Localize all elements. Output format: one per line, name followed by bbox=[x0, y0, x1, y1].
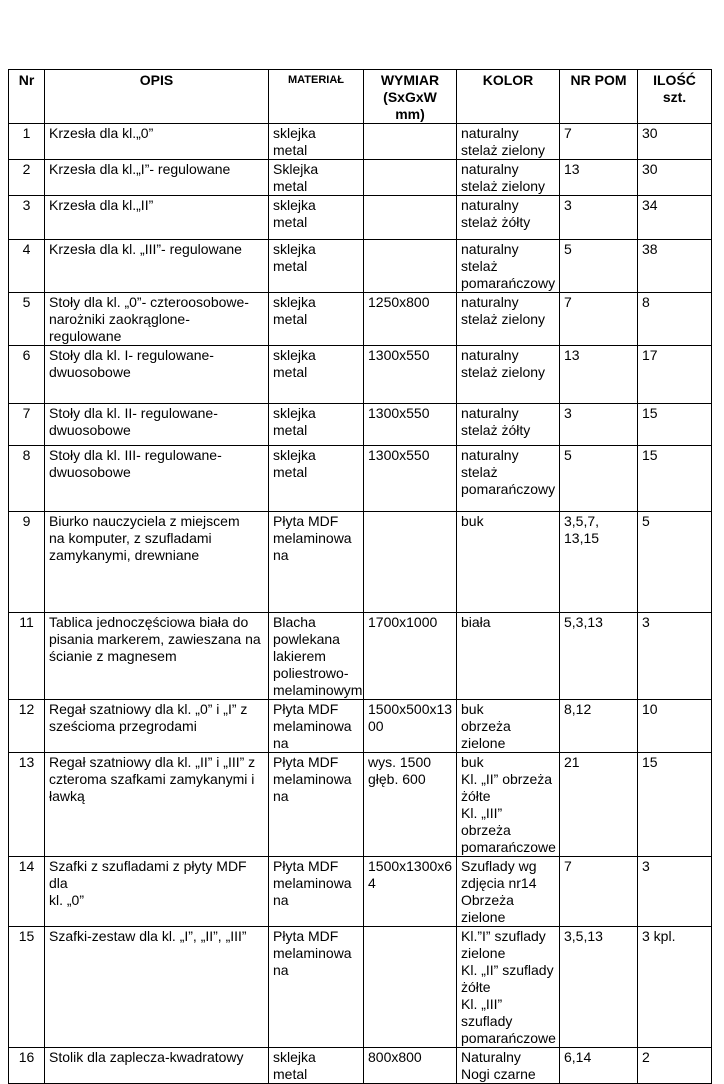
cell-kolor: naturalny stelaż pomarańczowy bbox=[457, 240, 560, 293]
cell-material: sklejka metal bbox=[269, 240, 364, 293]
cell-opis: Regał szatniowy dla kl. „II” i „III” z czteroma szafkami zamykanymi i ławką bbox=[45, 753, 269, 857]
cell-wymiar bbox=[364, 160, 457, 196]
cell-ilosc: 15 bbox=[638, 404, 712, 446]
cell-kolor: buk Kl. „II” obrzeża żółte Kl. „III” obrzeża pomarańczowe bbox=[457, 753, 560, 857]
table-row bbox=[9, 124, 712, 160]
cell-opis: Stoły dla kl. I- regulowane- dwuosobowe bbox=[45, 346, 269, 404]
cell-nr: 13 bbox=[9, 753, 45, 857]
cell-material: sklejka metal bbox=[269, 293, 364, 346]
cell-opis: Stoły dla kl. „0”- czteroosobowe- narożniki zaokrąglone- regulowane bbox=[45, 293, 269, 346]
header-nr: Nr bbox=[9, 70, 45, 124]
cell-nr: 6 bbox=[9, 346, 45, 404]
cell-material: sklejka metal bbox=[269, 196, 364, 240]
header-nr-pom: NR POM bbox=[560, 70, 638, 124]
cell-material: Płyta MDF melaminowa na bbox=[269, 927, 364, 1048]
cell-kolor: Kl.”I” szuflady zielone Kl. „II” szuflady żółte Kl. „III” szuflady pomarańczowe bbox=[457, 927, 560, 1048]
cell-nr-pom: 3 bbox=[560, 404, 638, 446]
cell-nr-pom: 5 bbox=[560, 446, 638, 512]
cell-kolor: naturalny stelaż pomarańczowy bbox=[457, 446, 560, 512]
cell-material: sklejka metal bbox=[269, 346, 364, 404]
cell-kolor: naturalny stelaż żółty bbox=[457, 404, 560, 446]
cell-ilosc: 8 bbox=[638, 293, 712, 346]
cell-wymiar bbox=[364, 512, 457, 613]
table-row bbox=[9, 753, 712, 857]
cell-opis: Regał szatniowy dla kl. „0” i „I” z sześcioma przegrodami bbox=[45, 700, 269, 753]
cell-material: Płyta MDF melaminowa na bbox=[269, 857, 364, 927]
cell-material: sklejka metal bbox=[269, 446, 364, 512]
table-row bbox=[9, 1048, 712, 1084]
cell-nr: 9 bbox=[9, 512, 45, 613]
cell-kolor: Naturalny Nogi czarne bbox=[457, 1048, 560, 1084]
cell-nr: 1 bbox=[9, 124, 45, 160]
cell-nr: 2 bbox=[9, 160, 45, 196]
cell-opis: Szafki-zestaw dla kl. „I”, „II”, „III” bbox=[45, 927, 269, 1048]
header-kolor: KOLOR bbox=[457, 70, 560, 124]
cell-wymiar bbox=[364, 124, 457, 160]
cell-wymiar: 1500x1300x6 4 bbox=[364, 857, 457, 927]
cell-kolor: naturalny stelaż żółty bbox=[457, 196, 560, 240]
cell-material: Płyta MDF melaminowa na bbox=[269, 512, 364, 613]
cell-nr-pom: 3,5,13 bbox=[560, 927, 638, 1048]
cell-nr: 16 bbox=[9, 1048, 45, 1084]
cell-material: sklejka metal bbox=[269, 124, 364, 160]
cell-ilosc: 15 bbox=[638, 753, 712, 857]
furniture-table bbox=[8, 69, 712, 1084]
cell-wymiar bbox=[364, 196, 457, 240]
cell-nr: 4 bbox=[9, 240, 45, 293]
cell-opis: Stoły dla kl. II- regulowane- dwuosobowe bbox=[45, 404, 269, 446]
table-row bbox=[9, 346, 712, 404]
table-row bbox=[9, 160, 712, 196]
header-wymiar: WYMIAR (SxGxW mm) bbox=[364, 70, 457, 124]
cell-nr: 14 bbox=[9, 857, 45, 927]
cell-material: Blacha powlekana lakierem poliestrowo- melaminowym bbox=[269, 613, 364, 700]
cell-wymiar bbox=[364, 927, 457, 1048]
cell-kolor: naturalny stelaż zielony bbox=[457, 346, 560, 404]
cell-ilosc: 38 bbox=[638, 240, 712, 293]
cell-nr: 12 bbox=[9, 700, 45, 753]
cell-nr-pom: 13 bbox=[560, 160, 638, 196]
cell-wymiar: 1250x800 bbox=[364, 293, 457, 346]
cell-wymiar bbox=[364, 240, 457, 293]
cell-nr: 5 bbox=[9, 293, 45, 346]
table-row bbox=[9, 196, 712, 240]
cell-material: Płyta MDF melaminowa na bbox=[269, 700, 364, 753]
cell-nr-pom: 7 bbox=[560, 857, 638, 927]
cell-nr-pom: 8,12 bbox=[560, 700, 638, 753]
cell-opis: Stoły dla kl. III- regulowane- dwuosobowe bbox=[45, 446, 269, 512]
cell-opis: Biurko nauczyciela z miejscem na komputer, z szufladami zamykanymi, drewniane bbox=[45, 512, 269, 613]
cell-ilosc: 30 bbox=[638, 160, 712, 196]
cell-opis: Krzesła dla kl.„0” bbox=[45, 124, 269, 160]
cell-nr-pom: 21 bbox=[560, 753, 638, 857]
cell-kolor: buk bbox=[457, 512, 560, 613]
cell-material: sklejka metal bbox=[269, 1048, 364, 1084]
cell-nr-pom: 3,5,7, 13,15 bbox=[560, 512, 638, 613]
table-row bbox=[9, 512, 712, 613]
cell-nr: 15 bbox=[9, 927, 45, 1048]
cell-material: Płyta MDF melaminowa na bbox=[269, 753, 364, 857]
cell-kolor: buk obrzeża zielone bbox=[457, 700, 560, 753]
cell-wymiar: 1300x550 bbox=[364, 404, 457, 446]
table-row bbox=[9, 240, 712, 293]
cell-ilosc: 2 bbox=[638, 1048, 712, 1084]
cell-kolor: Szuflady wg zdjęcia nr14 Obrzeża zielone bbox=[457, 857, 560, 927]
cell-wymiar: 1300x550 bbox=[364, 346, 457, 404]
cell-nr: 7 bbox=[9, 404, 45, 446]
cell-nr: 11 bbox=[9, 613, 45, 700]
cell-opis: Krzesła dla kl.„II” bbox=[45, 196, 269, 240]
cell-opis: Krzesła dla kl. „III”- regulowane bbox=[45, 240, 269, 293]
cell-opis: Stolik dla zaplecza-kwadratowy bbox=[45, 1048, 269, 1084]
cell-wymiar: 800x800 bbox=[364, 1048, 457, 1084]
header-ilosc: ILOŚĆ szt. bbox=[638, 70, 712, 124]
cell-ilosc: 17 bbox=[638, 346, 712, 404]
cell-ilosc: 15 bbox=[638, 446, 712, 512]
cell-nr-pom: 6,14 bbox=[560, 1048, 638, 1084]
cell-opis: Szafki z szufladami z płyty MDF dla kl. „0” bbox=[45, 857, 269, 927]
cell-nr-pom: 13 bbox=[560, 346, 638, 404]
cell-material: sklejka metal bbox=[269, 404, 364, 446]
cell-ilosc: 34 bbox=[638, 196, 712, 240]
cell-nr: 8 bbox=[9, 446, 45, 512]
cell-nr-pom: 7 bbox=[560, 124, 638, 160]
cell-material: Sklejka metal bbox=[269, 160, 364, 196]
cell-nr: 3 bbox=[9, 196, 45, 240]
cell-kolor: naturalny stelaż zielony bbox=[457, 160, 560, 196]
cell-wymiar: 1700x1000 bbox=[364, 613, 457, 700]
cell-nr-pom: 5,3,13 bbox=[560, 613, 638, 700]
cell-ilosc: 10 bbox=[638, 700, 712, 753]
cell-ilosc: 5 bbox=[638, 512, 712, 613]
table-row bbox=[9, 927, 712, 1048]
table-row bbox=[9, 857, 712, 927]
cell-nr-pom: 5 bbox=[560, 240, 638, 293]
cell-ilosc: 3 kpl. bbox=[638, 927, 712, 1048]
header-opis: OPIS bbox=[45, 70, 269, 124]
table-row bbox=[9, 404, 712, 446]
table-row bbox=[9, 700, 712, 753]
table-row bbox=[9, 446, 712, 512]
cell-kolor: biała bbox=[457, 613, 560, 700]
cell-opis: Tablica jednoczęściowa biała do pisania markerem, zawieszana na ścianie z magnesem bbox=[45, 613, 269, 700]
cell-kolor: naturalny stelaż zielony bbox=[457, 293, 560, 346]
cell-opis: Krzesła dla kl.„I”- regulowane bbox=[45, 160, 269, 196]
header-row bbox=[9, 70, 712, 124]
cell-ilosc: 3 bbox=[638, 613, 712, 700]
cell-ilosc: 3 bbox=[638, 857, 712, 927]
cell-wymiar: 1500x500x13 00 bbox=[364, 700, 457, 753]
table-row bbox=[9, 293, 712, 346]
cell-nr-pom: 3 bbox=[560, 196, 638, 240]
cell-ilosc: 30 bbox=[638, 124, 712, 160]
cell-wymiar: 1300x550 bbox=[364, 446, 457, 512]
table-row bbox=[9, 613, 712, 700]
cell-wymiar: wys. 1500 głęb. 600 bbox=[364, 753, 457, 857]
cell-kolor: naturalny stelaż zielony bbox=[457, 124, 560, 160]
header-material: MATERIAŁ bbox=[269, 70, 364, 124]
cell-nr-pom: 7 bbox=[560, 293, 638, 346]
